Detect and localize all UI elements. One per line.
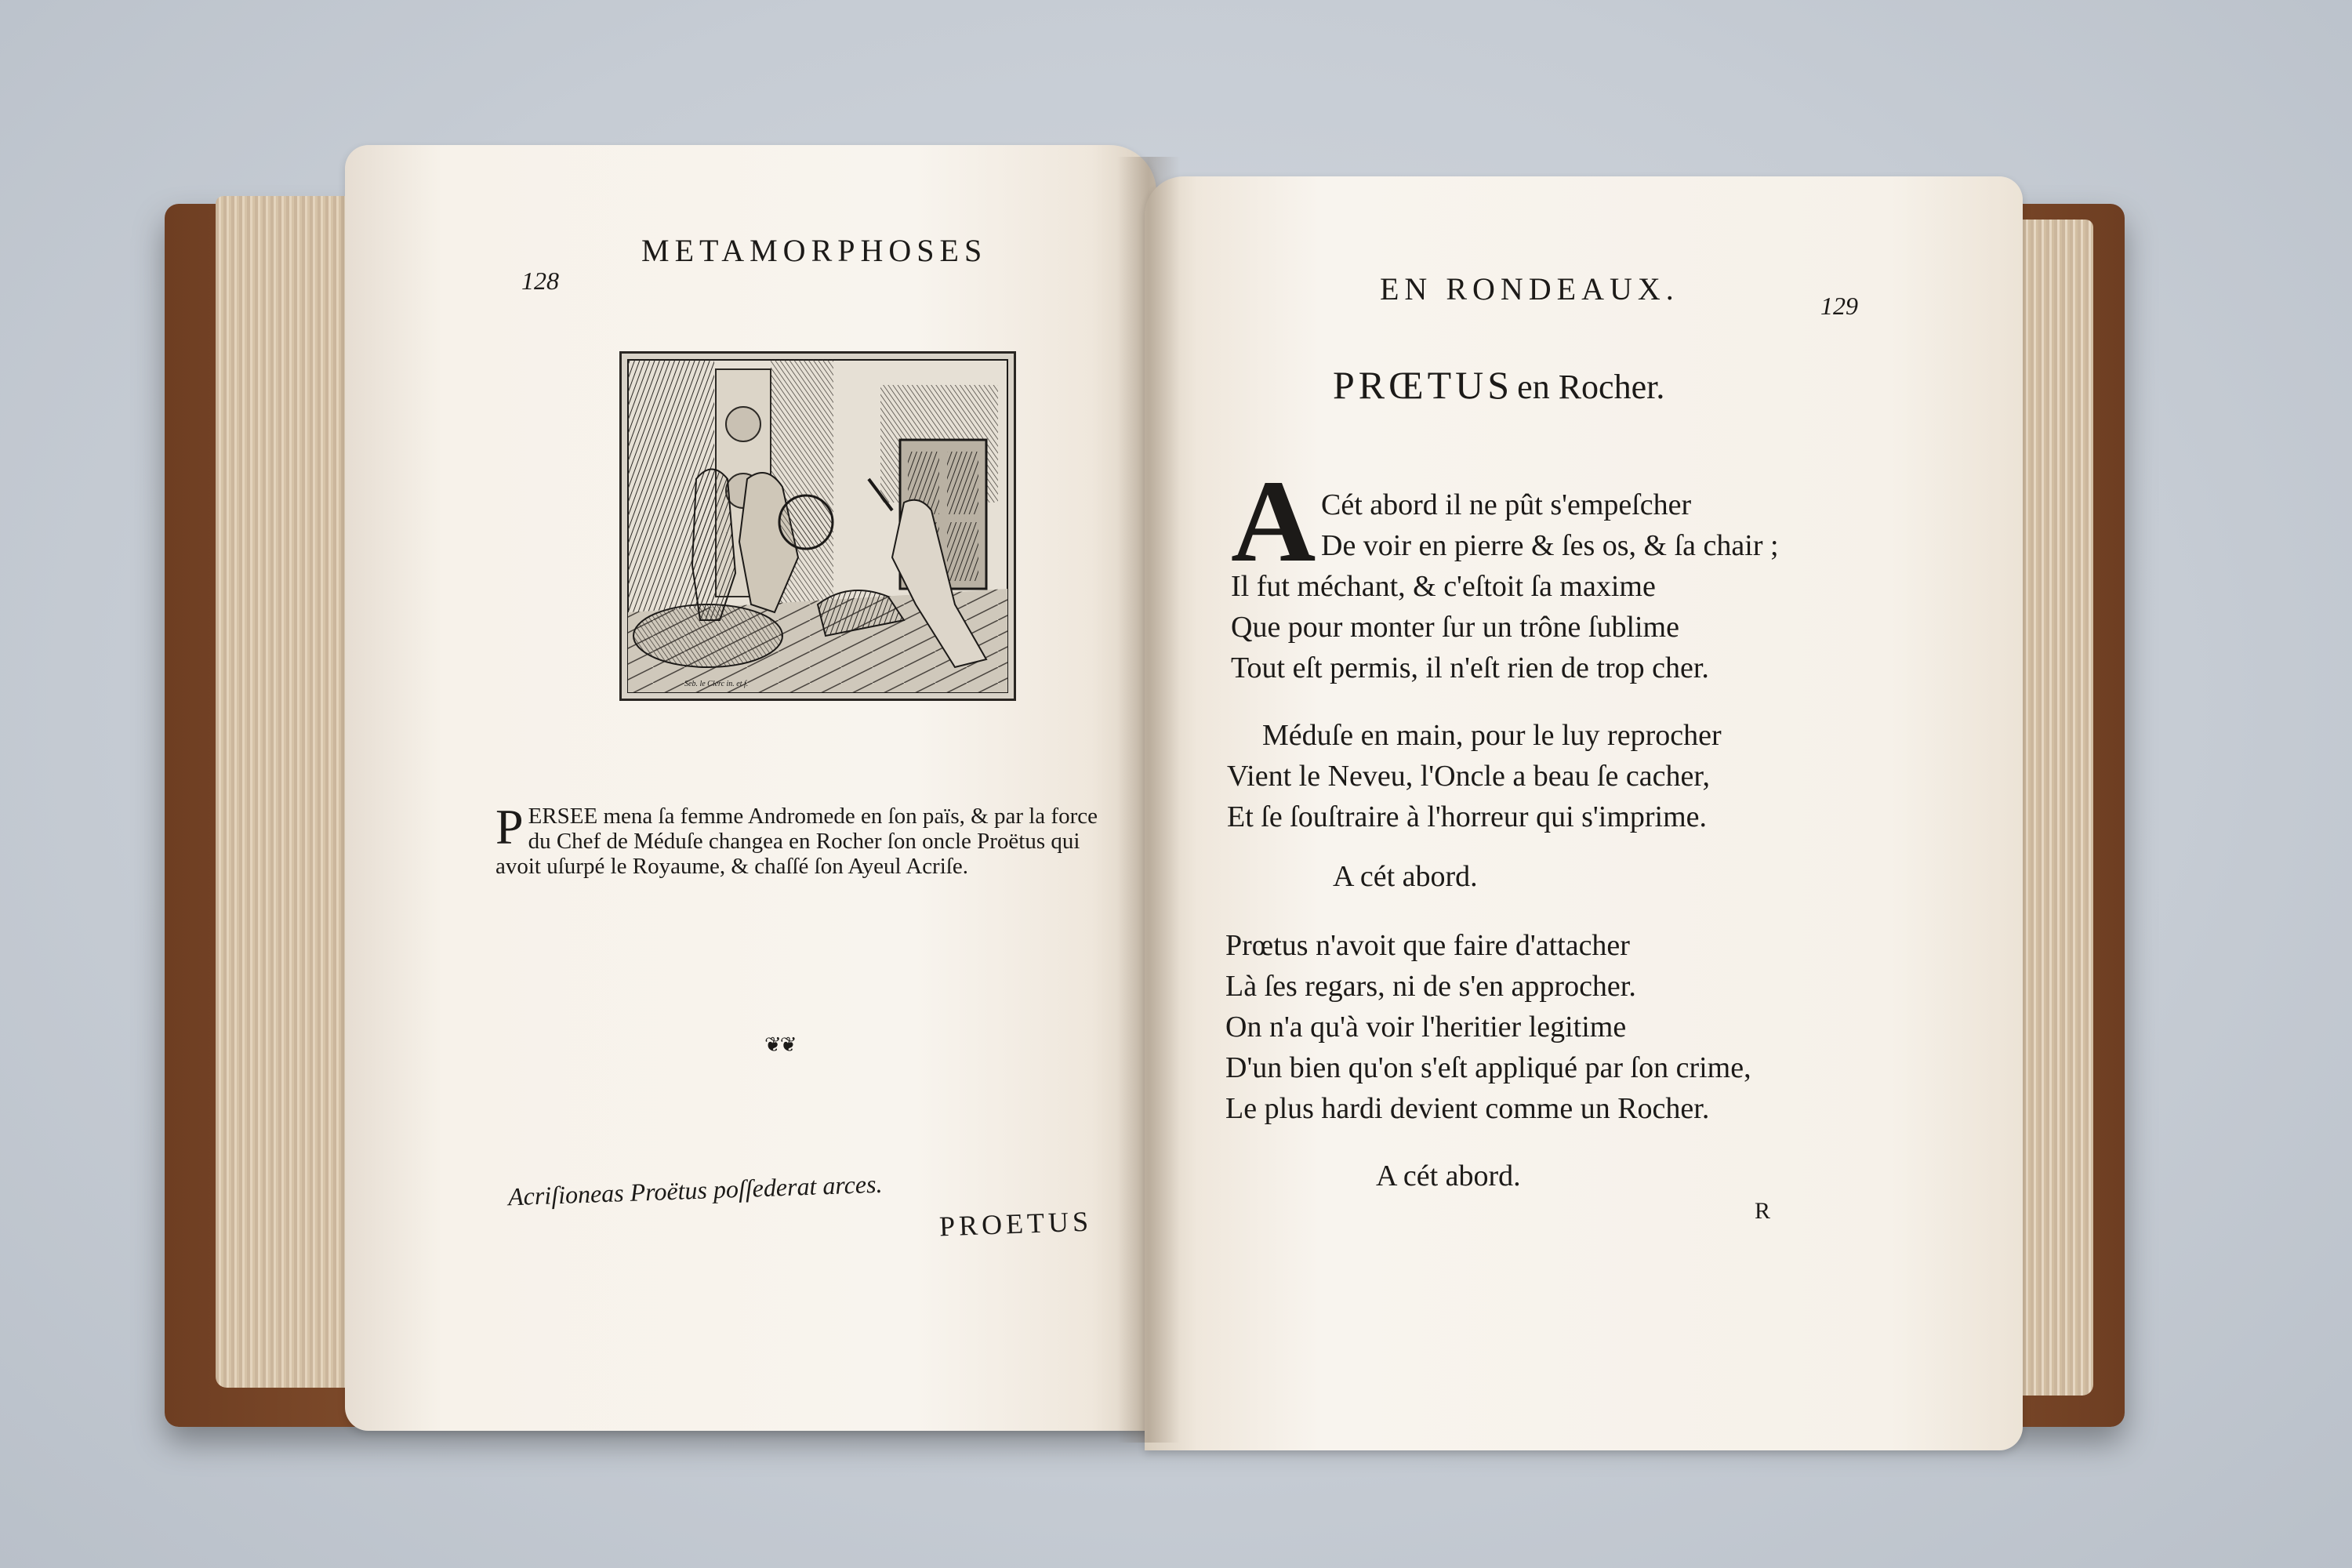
stanza3-line-3: On n'a qu'à voir l'heritier legitime bbox=[1225, 1011, 1627, 1044]
stanza3-line-4: D'un bien qu'on s'eſt appliqué par ſon crime, bbox=[1225, 1051, 1751, 1084]
catchword: PROETUS bbox=[938, 1205, 1093, 1243]
stanza1-line-2: De voir en pierre & ſes os, & ſa chair ; bbox=[1321, 529, 1779, 562]
poem-title-rest: en Rocher. bbox=[1517, 368, 1665, 406]
right-page-number: 129 bbox=[1820, 292, 1858, 320]
right-running-head: EN RONDEAUX. bbox=[1380, 271, 1679, 307]
left-page-number: 128 bbox=[521, 267, 559, 295]
argument-paragraph bbox=[495, 799, 1115, 879]
stanza3-line-5: Le plus hardi devient comme un Rocher. bbox=[1225, 1092, 1710, 1125]
poem-drop-cap: A bbox=[1231, 456, 1316, 586]
left-running-head: METAMORPHOSES bbox=[641, 233, 988, 268]
argument-drop-cap: P bbox=[495, 799, 524, 855]
signature-mark: R bbox=[1755, 1198, 1771, 1224]
poem-title bbox=[1333, 362, 1664, 408]
poem-title-caps: PRŒTUS bbox=[1333, 363, 1514, 407]
refrain-2: A cét abord. bbox=[1376, 1160, 1521, 1192]
stanza3-line-2: Là ſes regars, ni de s'en approcher. bbox=[1225, 970, 1636, 1003]
stanza2-line-2: Vient le Neveu, l'Oncle a beau ſe cacher, bbox=[1227, 760, 1710, 793]
engraving-signature: Seb. le Clerc in. et f. bbox=[684, 680, 749, 688]
stanza2-line-3: Et ſe ſouſtraire à l'horreur qui s'imprime. bbox=[1227, 800, 1708, 833]
engraving-plate bbox=[619, 351, 1016, 701]
stanza1-line-4: Que pour monter ſur un trône ſublime bbox=[1231, 611, 1679, 644]
argument-text: ERSEE mena ſa femme Andromede en ſon païs, & par la force du Chef de Méduſe changea en Rocher ſon oncle Proëtus qui avoit uſurpé le Royaume, & chaſſé ſon Ayeul Acriſe. bbox=[495, 804, 1098, 879]
stanza3-line-1: Prœtus n'avoit que faire d'attacher bbox=[1225, 929, 1630, 962]
latin-quote: Acriſioneas Proëtus poſſederat arces. bbox=[507, 1169, 884, 1211]
stanza1-line-1: Cét abord il ne pût s'empeſcher bbox=[1321, 488, 1692, 521]
stanza1-line-3: Il fut méchant, & c'eſtoit ſa maxime bbox=[1231, 570, 1656, 603]
refrain-1: A cét abord. bbox=[1333, 860, 1478, 893]
book-gutter bbox=[1117, 157, 1180, 1443]
stanza2-line-1: Méduſe en main, pour le luy reprocher bbox=[1262, 719, 1722, 752]
stanza1-line-5: Tout eſt permis, il n'eſt rien de trop cher. bbox=[1231, 652, 1709, 684]
engraving-illustration bbox=[622, 354, 1014, 699]
printer-ornament: ❦❦ bbox=[764, 1033, 796, 1057]
